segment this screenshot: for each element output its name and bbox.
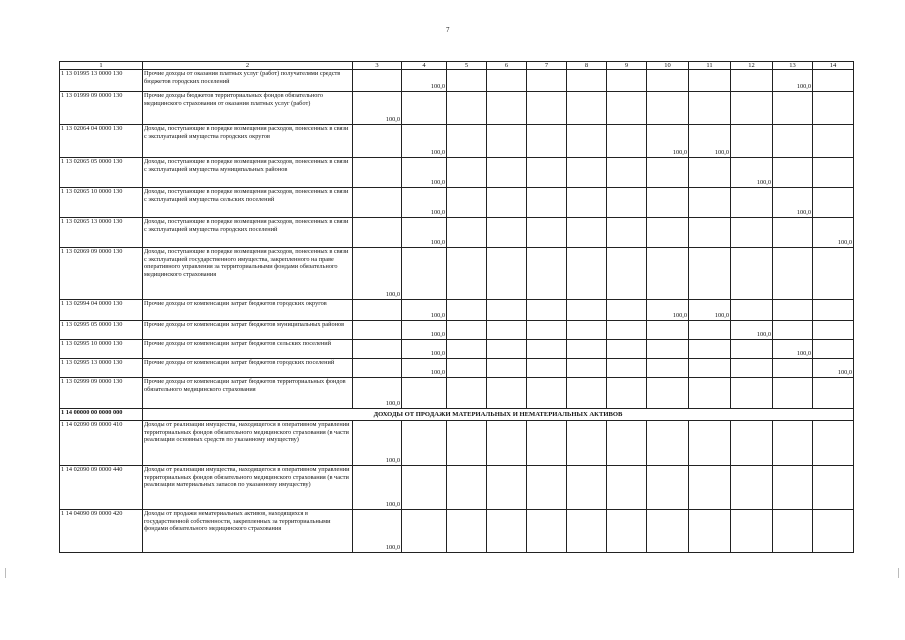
budget-classification-code: 1 14 04090 09 0000 420 [60, 510, 143, 553]
norm-value-col-8 [567, 125, 607, 158]
table-row [60, 340, 854, 359]
norm-value-col-11 [689, 466, 731, 510]
column-number-5: 5 [447, 62, 487, 70]
norm-value-col-10 [647, 158, 689, 188]
norm-value-col-8 [567, 92, 607, 125]
norm-value-col-13 [773, 378, 813, 409]
norm-value-col-4: 100,0 [402, 359, 447, 378]
norm-value-col-8 [567, 510, 607, 553]
norm-value-col-9 [607, 248, 647, 300]
table-row [60, 359, 854, 378]
norm-value-col-7 [527, 466, 567, 510]
budget-classification-code: 1 14 02090 09 0000 440 [60, 466, 143, 510]
norm-value-col-3 [353, 70, 402, 92]
norm-value-col-4: 100,0 [402, 300, 447, 321]
norm-value-col-13 [773, 359, 813, 378]
norm-value-col-10 [647, 466, 689, 510]
norm-value-col-6 [487, 466, 527, 510]
norm-value-col-10 [647, 188, 689, 218]
norm-value-col-7 [527, 248, 567, 300]
norm-value-col-7 [527, 378, 567, 409]
column-number-1: 1 [60, 62, 143, 70]
norm-value-col-3: 100,0 [353, 421, 402, 466]
norm-value-col-12 [731, 248, 773, 300]
revenue-name: Прочие доходы от компенсации затрат бюджетов городских поселений [143, 359, 353, 378]
norm-value-col-14 [813, 248, 854, 300]
norm-value-col-5 [447, 218, 487, 248]
norm-value-col-6 [487, 125, 527, 158]
norm-value-col-11 [689, 340, 731, 359]
norm-value-col-3: 100,0 [353, 248, 402, 300]
norm-value-col-14 [813, 70, 854, 92]
section-title: ДОХОДЫ ОТ ПРОДАЖИ МАТЕРИАЛЬНЫХ И НЕМАТЕРИАЛЬНЫХ АКТИВОВ [143, 409, 854, 421]
norm-value-col-13: 100,0 [773, 188, 813, 218]
norm-value-col-12 [731, 340, 773, 359]
norm-value-col-12 [731, 70, 773, 92]
norm-value-col-9 [607, 188, 647, 218]
budget-classification-code: 1 13 01999 09 0000 130 [60, 92, 143, 125]
norm-value-col-7 [527, 188, 567, 218]
norm-value-col-14 [813, 300, 854, 321]
norm-value-col-11 [689, 70, 731, 92]
norm-value-col-10 [647, 218, 689, 248]
norm-value-col-4: 100,0 [402, 218, 447, 248]
revenue-name: Прочие доходы от компенсации затрат бюджетов сельских поселений [143, 340, 353, 359]
norm-value-col-7 [527, 340, 567, 359]
norm-value-col-11 [689, 378, 731, 409]
table-row [60, 158, 854, 188]
norm-value-col-14 [813, 188, 854, 218]
norm-value-col-9 [607, 92, 647, 125]
norm-value-col-7 [527, 92, 567, 125]
norm-value-col-9 [607, 359, 647, 378]
norm-value-col-5 [447, 125, 487, 158]
norm-value-col-6 [487, 359, 527, 378]
norm-value-col-9 [607, 158, 647, 188]
norm-value-col-10: 100,0 [647, 125, 689, 158]
norm-value-col-8 [567, 300, 607, 321]
table-row [60, 321, 854, 340]
norm-value-col-9 [607, 321, 647, 340]
norm-value-col-4: 100,0 [402, 125, 447, 158]
revenue-norms-table [59, 61, 854, 553]
norm-value-col-12 [731, 378, 773, 409]
norm-value-col-12 [731, 359, 773, 378]
norm-value-col-8 [567, 466, 607, 510]
norm-value-col-14: 100,0 [813, 359, 854, 378]
norm-value-col-3 [353, 340, 402, 359]
norm-value-col-7 [527, 125, 567, 158]
norm-value-col-14 [813, 510, 854, 553]
norm-value-col-5 [447, 188, 487, 218]
norm-value-col-5 [447, 466, 487, 510]
norm-value-col-9 [607, 218, 647, 248]
norm-value-col-13: 100,0 [773, 70, 813, 92]
norm-value-col-9 [607, 378, 647, 409]
table-row [60, 92, 854, 125]
norm-value-col-3 [353, 218, 402, 248]
budget-classification-code: 1 13 02995 05 0000 130 [60, 321, 143, 340]
norm-value-col-3 [353, 158, 402, 188]
norm-value-col-3 [353, 188, 402, 218]
norm-value-col-6 [487, 218, 527, 248]
norm-value-col-4: 100,0 [402, 340, 447, 359]
budget-classification-code: 1 13 02994 04 0000 130 [60, 300, 143, 321]
norm-value-col-7 [527, 300, 567, 321]
norm-value-col-13 [773, 92, 813, 125]
norm-value-col-5 [447, 70, 487, 92]
norm-value-col-14 [813, 421, 854, 466]
section-row [60, 409, 854, 421]
norm-value-col-8 [567, 359, 607, 378]
norm-value-col-3 [353, 125, 402, 158]
norm-value-col-14 [813, 321, 854, 340]
norm-value-col-14 [813, 466, 854, 510]
norm-value-col-13 [773, 218, 813, 248]
norm-value-col-4: 100,0 [402, 70, 447, 92]
norm-value-col-13 [773, 125, 813, 158]
norm-value-col-8 [567, 378, 607, 409]
norm-value-col-11 [689, 248, 731, 300]
norm-value-col-9 [607, 125, 647, 158]
norm-value-col-8 [567, 218, 607, 248]
column-number-row [60, 62, 854, 70]
norm-value-col-8 [567, 70, 607, 92]
budget-classification-code: 1 13 02995 10 0000 130 [60, 340, 143, 359]
norm-value-col-12 [731, 421, 773, 466]
norm-value-col-9 [607, 70, 647, 92]
table-row [60, 70, 854, 92]
norm-value-col-3: 100,0 [353, 466, 402, 510]
norm-value-col-4 [402, 421, 447, 466]
column-number-9: 9 [607, 62, 647, 70]
norm-value-col-7 [527, 158, 567, 188]
norm-value-col-3: 100,0 [353, 92, 402, 125]
scan-margin-mark-right [898, 568, 899, 578]
revenue-name: Доходы, поступающие в порядке возмещения расходов, понесенных в связи с эксплуатацией имущества городских округов [143, 125, 353, 158]
budget-classification-code: 1 13 02995 13 0000 130 [60, 359, 143, 378]
revenue-name: Доходы, поступающие в порядке возмещения расходов, понесенных в связи с эксплуатацией имущества городских поселений [143, 218, 353, 248]
norm-value-col-5 [447, 510, 487, 553]
norm-value-col-6 [487, 510, 527, 553]
norm-value-col-10 [647, 248, 689, 300]
norm-value-col-6 [487, 300, 527, 321]
revenue-name: Доходы от реализации имущества, находящегося в оперативном управлении территориальных фондов обязательного медицинского страхования (в части реализации материальных запасов по указанному имуществу) [143, 466, 353, 510]
norm-value-col-7 [527, 70, 567, 92]
norm-value-col-7 [527, 321, 567, 340]
table-row [60, 466, 854, 510]
norm-value-col-14 [813, 125, 854, 158]
norm-value-col-11 [689, 321, 731, 340]
norm-value-col-6 [487, 421, 527, 466]
norm-value-col-3 [353, 359, 402, 378]
table-row [60, 188, 854, 218]
revenue-name: Прочие доходы бюджетов территориальных фондов обязательного медицинского страхования от оказания платных услуг (работ) [143, 92, 353, 125]
norm-value-col-10 [647, 321, 689, 340]
norm-value-col-5 [447, 248, 487, 300]
norm-value-col-14: 100,0 [813, 218, 854, 248]
norm-value-col-5 [447, 300, 487, 321]
budget-classification-code: 1 13 02065 05 0000 130 [60, 158, 143, 188]
norm-value-col-6 [487, 248, 527, 300]
column-number-2: 2 [143, 62, 353, 70]
budget-classification-code: 1 14 02090 09 0000 410 [60, 421, 143, 466]
column-number-3: 3 [353, 62, 402, 70]
norm-value-col-4: 100,0 [402, 188, 447, 218]
norm-value-col-13 [773, 321, 813, 340]
column-number-11: 11 [689, 62, 731, 70]
norm-value-col-6 [487, 188, 527, 218]
norm-value-col-11 [689, 158, 731, 188]
norm-value-col-10 [647, 92, 689, 125]
norm-value-col-10 [647, 421, 689, 466]
norm-value-col-4: 100,0 [402, 158, 447, 188]
norm-value-col-6 [487, 321, 527, 340]
norm-value-col-3: 100,0 [353, 510, 402, 553]
norm-value-col-5 [447, 321, 487, 340]
norm-value-col-6 [487, 70, 527, 92]
budget-classification-code: 1 13 02065 13 0000 130 [60, 218, 143, 248]
scan-margin-mark-left [5, 568, 6, 578]
section-code: 1 14 00000 00 0000 000 [60, 409, 143, 421]
norm-value-col-12: 100,0 [731, 158, 773, 188]
norm-value-col-6 [487, 378, 527, 409]
page-number: 7 [446, 26, 450, 34]
norm-value-col-13 [773, 466, 813, 510]
table-row [60, 510, 854, 553]
table-row [60, 248, 854, 300]
revenue-name: Прочие доходы от компенсации затрат бюджетов муниципальных районов [143, 321, 353, 340]
norm-value-col-8 [567, 188, 607, 218]
revenue-name: Доходы от реализации имущества, находящегося в оперативном управлении территориальных фондов обязательного медицинского страхования (в части реализации основных средств по указанному имуществу) [143, 421, 353, 466]
norm-value-col-5 [447, 421, 487, 466]
revenue-name: Доходы, поступающие в порядке возмещения расходов, понесенных в связи с эксплуатацией имущества сельских поселений [143, 188, 353, 218]
norm-value-col-14 [813, 340, 854, 359]
table-row [60, 421, 854, 466]
norm-value-col-11: 100,0 [689, 125, 731, 158]
budget-classification-code: 1 13 02069 09 0000 130 [60, 248, 143, 300]
column-number-14: 14 [813, 62, 854, 70]
norm-value-col-4 [402, 466, 447, 510]
norm-value-col-5 [447, 340, 487, 359]
norm-value-col-7 [527, 218, 567, 248]
norm-value-col-10: 100,0 [647, 300, 689, 321]
norm-value-col-6 [487, 340, 527, 359]
norm-value-col-11 [689, 92, 731, 125]
norm-value-col-5 [447, 158, 487, 188]
norm-value-col-8 [567, 421, 607, 466]
norm-value-col-4 [402, 378, 447, 409]
norm-value-col-9 [607, 466, 647, 510]
column-number-7: 7 [527, 62, 567, 70]
norm-value-col-14 [813, 158, 854, 188]
norm-value-col-11: 100,0 [689, 300, 731, 321]
norm-value-col-10 [647, 378, 689, 409]
norm-value-col-12 [731, 92, 773, 125]
norm-value-col-6 [487, 158, 527, 188]
norm-value-col-13 [773, 248, 813, 300]
norm-value-col-12 [731, 218, 773, 248]
budget-classification-code: 1 13 02999 09 0000 130 [60, 378, 143, 409]
norm-value-col-10 [647, 510, 689, 553]
norm-value-col-12 [731, 466, 773, 510]
column-number-10: 10 [647, 62, 689, 70]
table-row [60, 300, 854, 321]
norm-value-col-4 [402, 92, 447, 125]
norm-value-col-8 [567, 248, 607, 300]
budget-classification-code: 1 13 02064 04 0000 130 [60, 125, 143, 158]
norm-value-col-13: 100,0 [773, 340, 813, 359]
norm-value-col-12 [731, 510, 773, 553]
table-row [60, 218, 854, 248]
norm-value-col-14 [813, 92, 854, 125]
norm-value-col-7 [527, 510, 567, 553]
table-row [60, 378, 854, 409]
norm-value-col-9 [607, 340, 647, 359]
column-number-6: 6 [487, 62, 527, 70]
norm-value-col-7 [527, 359, 567, 378]
norm-value-col-11 [689, 510, 731, 553]
norm-value-col-3: 100,0 [353, 378, 402, 409]
norm-value-col-4 [402, 248, 447, 300]
norm-value-col-12 [731, 300, 773, 321]
revenue-name: Прочие доходы от оказания платных услуг (работ) получателями средств бюджетов городских поселений [143, 70, 353, 92]
norm-value-col-13 [773, 510, 813, 553]
revenue-name: Доходы от продажи нематериальных активов, находящихся в государственной собственности, закрепленных за территориальными фондами обязательного медицинского страхования [143, 510, 353, 553]
norm-value-col-3 [353, 321, 402, 340]
norm-value-col-12 [731, 125, 773, 158]
column-number-4: 4 [402, 62, 447, 70]
norm-value-col-9 [607, 510, 647, 553]
norm-value-col-5 [447, 92, 487, 125]
norm-value-col-10 [647, 70, 689, 92]
norm-value-col-13 [773, 300, 813, 321]
norm-value-col-12 [731, 188, 773, 218]
revenue-name: Доходы, поступающие в порядке возмещения расходов, понесенных в связи с эксплуатацией имущества муниципальных районов [143, 158, 353, 188]
budget-classification-code: 1 13 02065 10 0000 130 [60, 188, 143, 218]
norm-value-col-7 [527, 421, 567, 466]
norm-value-col-14 [813, 378, 854, 409]
column-number-12: 12 [731, 62, 773, 70]
revenue-name: Прочие доходы от компенсации затрат бюджетов городских округов [143, 300, 353, 321]
column-number-8: 8 [567, 62, 607, 70]
norm-value-col-4: 100,0 [402, 321, 447, 340]
norm-value-col-8 [567, 340, 607, 359]
norm-value-col-13 [773, 158, 813, 188]
norm-value-col-5 [447, 359, 487, 378]
norm-value-col-11 [689, 421, 731, 466]
norm-value-col-9 [607, 300, 647, 321]
norm-value-col-11 [689, 359, 731, 378]
budget-classification-code: 1 13 01995 13 0000 130 [60, 70, 143, 92]
norm-value-col-6 [487, 92, 527, 125]
norm-value-col-9 [607, 421, 647, 466]
norm-value-col-3 [353, 300, 402, 321]
norm-value-col-4 [402, 510, 447, 553]
norm-value-col-10 [647, 359, 689, 378]
column-number-13: 13 [773, 62, 813, 70]
norm-value-col-8 [567, 158, 607, 188]
norm-value-col-5 [447, 378, 487, 409]
table-row [60, 125, 854, 158]
norm-value-col-11 [689, 188, 731, 218]
norm-value-col-13 [773, 421, 813, 466]
revenue-name: Прочие доходы от компенсации затрат бюджетов территориальных фондов обязательного медицинского страхования [143, 378, 353, 409]
norm-value-col-12: 100,0 [731, 321, 773, 340]
norm-value-col-11 [689, 218, 731, 248]
norm-value-col-10 [647, 340, 689, 359]
revenue-name: Доходы, поступающие в порядке возмещения расходов, понесенных в связи с эксплуатацией государственного имущества, закрепленного на праве оперативного управления за территориальными фондами обязательного медицинского страхования [143, 248, 353, 300]
norm-value-col-8 [567, 321, 607, 340]
